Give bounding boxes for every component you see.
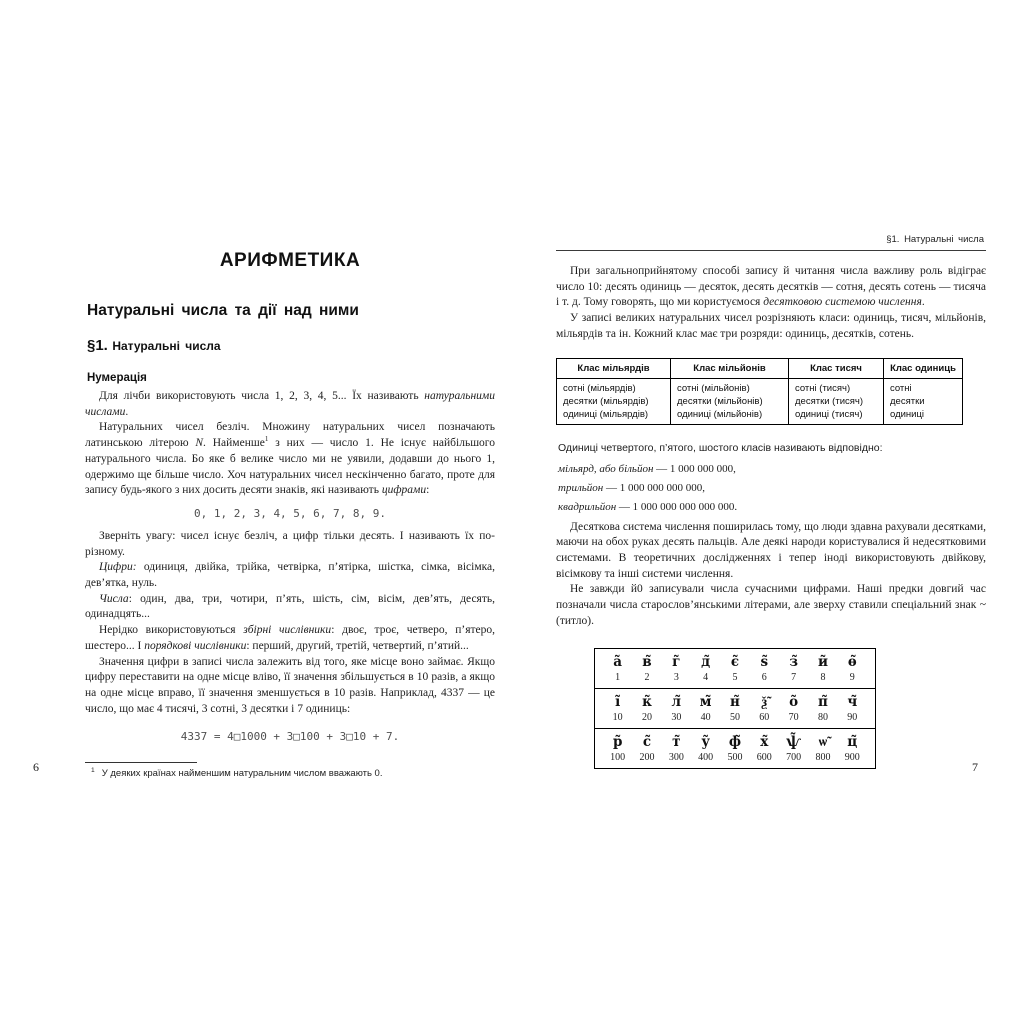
numeral-cell	[603, 654, 632, 684]
slavic-letter: д̃	[701, 654, 711, 671]
class-name-line: трильйон — 1 000 000 000 000,	[558, 481, 705, 494]
paragraph: Числа: один, два, три, чотири, п’ять, шість, сім, вісім, дев’ять, десять, одинадцять...	[85, 592, 495, 621]
numeral-cell	[662, 654, 691, 684]
chapter-heading: Натуральні числа та дії над ними	[87, 302, 359, 319]
numeral-value: 3	[673, 672, 679, 684]
numeral-cell	[720, 734, 749, 764]
footnote-block	[85, 762, 495, 779]
slavic-letter: л̃	[671, 694, 682, 711]
numeral-value: 20	[641, 712, 652, 724]
numeral-cell	[603, 694, 632, 724]
footnote	[85, 767, 495, 779]
numeral-value: 200	[639, 752, 655, 764]
numeral-value: 4	[703, 672, 709, 684]
digits-line: 0, 1, 2, 3, 4, 5, 6, 7, 8, 9.	[193, 506, 387, 520]
numeral-cell	[838, 694, 867, 724]
numeral-value: 2	[644, 672, 650, 684]
section-heading	[87, 337, 495, 355]
section-number: §1.	[87, 337, 108, 354]
slavic-letter: у̃	[701, 734, 710, 751]
numeral-value: 70	[788, 712, 799, 724]
numeral-cell	[632, 734, 661, 764]
numeral-value: 700	[786, 752, 802, 764]
paragraph: Не завжди й0 записували числа сучасними цифрами. Наші предки довгий час позначали числа старослов’янськими літерами, але зверху ставили спеціальний знак ~ (титло).	[556, 583, 986, 627]
numeral-value: 60	[759, 712, 770, 724]
slavic-letter: ч̃	[847, 694, 858, 711]
section-title: Натуральні числа	[112, 339, 221, 353]
class-table-cell: сотні (тисяч) десятки (тисяч) одиниці (тисяч)	[789, 378, 884, 424]
paragraph: У записі великих натуральних чисел розрізняють класи: одиниць, тисяч, мільйонів, мільярдів та ін. Кожний клас має три розряди: одиниць, десятків, сотень.	[556, 312, 986, 340]
numeral-cell	[720, 694, 749, 724]
slavic-letter: є̃	[730, 654, 740, 671]
paragraph: Значення цифри в записі числа залежить від того, яке місце воно займає. Якщо цифру переставити на одне місце вліво, її значення збільшується в 10 разів, а якщо на одне місце вправо, її значення зменшується в 10 разів. Наприклад, 4337 — це число, що має 4 тисячі, 3 сотні, 3 десятки і 7 одиниць:	[85, 655, 495, 715]
footnote-marker: 1	[91, 767, 95, 775]
class-table	[556, 358, 963, 425]
numeral-value: 600	[756, 752, 772, 764]
numeral-cell	[838, 654, 867, 684]
numeral-value: 10	[612, 712, 623, 724]
numeral-cell	[808, 734, 837, 764]
page-number-right: 7	[972, 760, 978, 774]
numeral-value: 90	[847, 712, 858, 724]
slavic-letter: г̃	[672, 654, 681, 671]
numeral-value: 40	[700, 712, 711, 724]
slavic-letter: з̃	[789, 654, 798, 671]
numeral-value: 500	[727, 752, 743, 764]
slavic-letter: и̃	[817, 654, 828, 671]
numeral-value: 7	[791, 672, 797, 684]
page-left	[85, 230, 495, 780]
slavic-letter: ѡ̃	[818, 734, 828, 751]
numeral-cell	[779, 734, 808, 764]
slavic-letter: а̃	[613, 654, 623, 671]
page-number-left: 6	[33, 760, 39, 774]
class-table-header: Клас одиниць	[884, 358, 963, 378]
slavic-letter: о̃	[789, 694, 799, 711]
paragraph: Натуральних чисел безліч. Множину натуральних чисел позначають латинською літерою N. Найменше$^1$ з них — число 1. Не існує найбільшого натурального числа. Бо яке б велике число ми не уявили, додавши до нього 1, одержимо ще більше число. Хоч натуральних чисел нескінченно багато, проте для запису будь-якого з них досить десяти знаків, які називають цифрами:	[85, 421, 495, 497]
numeral-value: 50	[729, 712, 740, 724]
slavic-letter: р̃	[612, 734, 623, 751]
class-table-body-row	[557, 378, 963, 424]
paragraph: Зверніть увагу: чисел існує безліч, а цифр тільки десять. І називають їх по-різному.	[85, 529, 495, 558]
class-table-header: Клас мільярдів	[557, 358, 671, 378]
numeral-cell	[779, 654, 808, 684]
class-table-head-row	[557, 358, 963, 378]
class-name-line: квадрильйон — 1 000 000 000 000 000.	[558, 500, 738, 513]
numeral-value: 800	[815, 752, 831, 764]
page-right	[556, 230, 986, 769]
numeral-cell	[750, 694, 779, 724]
numeral-value: 80	[817, 712, 828, 724]
paragraph: Нерідко використовуються збірні числівники: двоє, троє, четверо, п’ятеро, шестеро... І порядкові числівники: перший, другий, третій, четвертий, п’ятий...	[85, 624, 495, 652]
numeral-cell	[632, 654, 661, 684]
class-table-header: Клас мільйонів	[671, 358, 789, 378]
slavic-letter: ф̃	[728, 734, 742, 751]
numeral-cell	[691, 734, 720, 764]
numeral-band	[595, 688, 875, 728]
slavic-letter: т̃	[672, 734, 681, 751]
slavic-letter: с̃	[642, 734, 652, 751]
numeral-value: 6	[761, 672, 767, 684]
slavic-letter: ѱ̃	[786, 734, 802, 751]
numeral-value: 8	[820, 672, 826, 684]
numeral-cell	[808, 654, 837, 684]
class-table-cell: сотні (мільярдів) десятки (мільярдів) одиниці (мільярдів)	[557, 378, 671, 424]
numeral-value: 300	[668, 752, 684, 764]
slavic-letter: в̃	[642, 654, 652, 671]
numeral-cell	[750, 734, 779, 764]
paragraph: Цифри: одиниця, двійка, трійка, четвірка, п’ятірка, шістка, сімка, вісімка, дев’ятка, нуль.	[85, 561, 495, 590]
numeral-value: 9	[849, 672, 855, 684]
class-names-list	[556, 463, 986, 513]
numeral-band	[595, 649, 875, 688]
running-head: §1. Натуральні числа	[556, 230, 986, 251]
numeral-cell	[691, 654, 720, 684]
slavic-numeral-table	[594, 648, 876, 769]
class-table-header: Клас тисяч	[789, 358, 884, 378]
slavic-letter: м̃	[699, 694, 712, 711]
subsection-heading: Нумерація	[87, 372, 147, 384]
classes-intro: Одиниці четвертого, п’ятого, шостого класів називають відповідно:	[558, 441, 883, 454]
slavic-letter: ѳ̃	[847, 654, 857, 671]
numeral-cell	[720, 654, 749, 684]
paragraph: Десяткова система числення поширилась тому, що люди здавна рахували десятками, маючи на обох руках десять пальців. Але деякі народи користувалися й недесятковими системами. В теоретичних дослідженнях і тепер іноді використовують двійкову, вісімкову та інші системи числення.	[556, 520, 986, 580]
numeral-value: 30	[671, 712, 682, 724]
numeral-band	[595, 728, 875, 768]
book-title: АРИФМЕТИКА	[219, 250, 361, 271]
numeral-value: 100	[610, 752, 626, 764]
slavic-letter: ц̃	[847, 734, 858, 751]
slavic-letter: ѯ̃	[761, 694, 768, 711]
numeral-cell	[838, 734, 867, 764]
slavic-letter: к̃	[642, 694, 652, 711]
numeral-cell	[662, 694, 691, 724]
class-table-cell: сотні десятки одиниці	[884, 378, 963, 424]
slavic-letter: і̃	[615, 694, 621, 711]
footnote-text: У деяких країнах найменшим натуральним числом вважають 0.	[101, 768, 383, 780]
paragraph: Для лічби використовують числа 1, 2, 3, 4, 5... Їх називають натуральними числами.	[85, 390, 495, 418]
numeral-value: 5	[732, 672, 738, 684]
slavic-letter: х̃	[760, 734, 769, 751]
numeral-cell	[808, 694, 837, 724]
decomposition-formula: 4337 = 4□1000 + 3□100 + 3□10 + 7.	[180, 730, 400, 744]
slavic-letter: п̃	[818, 694, 828, 711]
slavic-letter: н̃	[730, 694, 740, 711]
class-name-line: мільярд, або більйон — 1 000 000 000,	[558, 462, 736, 475]
footnote-rule	[85, 762, 197, 763]
numeral-value: 900	[844, 752, 860, 764]
numeral-cell	[662, 734, 691, 764]
numeral-cell	[779, 694, 808, 724]
class-table-cell: сотні (мільйонів) десятки (мільйонів) одиниці (мільйонів)	[671, 378, 789, 424]
slavic-letter: ѕ̃	[760, 654, 769, 671]
numeral-cell	[632, 694, 661, 724]
numeral-cell	[750, 654, 779, 684]
numeral-cell	[691, 694, 720, 724]
numeral-value: 400	[698, 752, 714, 764]
paragraph: При загальноприйнятому способі запису й читання числа важливу роль відіграє число 10: десять одиниць — десяток, десять десятків — сотня, десять сотень — тисяча і т. д. Тому говорять, що ми користуємося десятковою системою числення.	[556, 265, 986, 309]
numeral-cell	[603, 734, 632, 764]
numeral-value: 1	[615, 672, 621, 684]
